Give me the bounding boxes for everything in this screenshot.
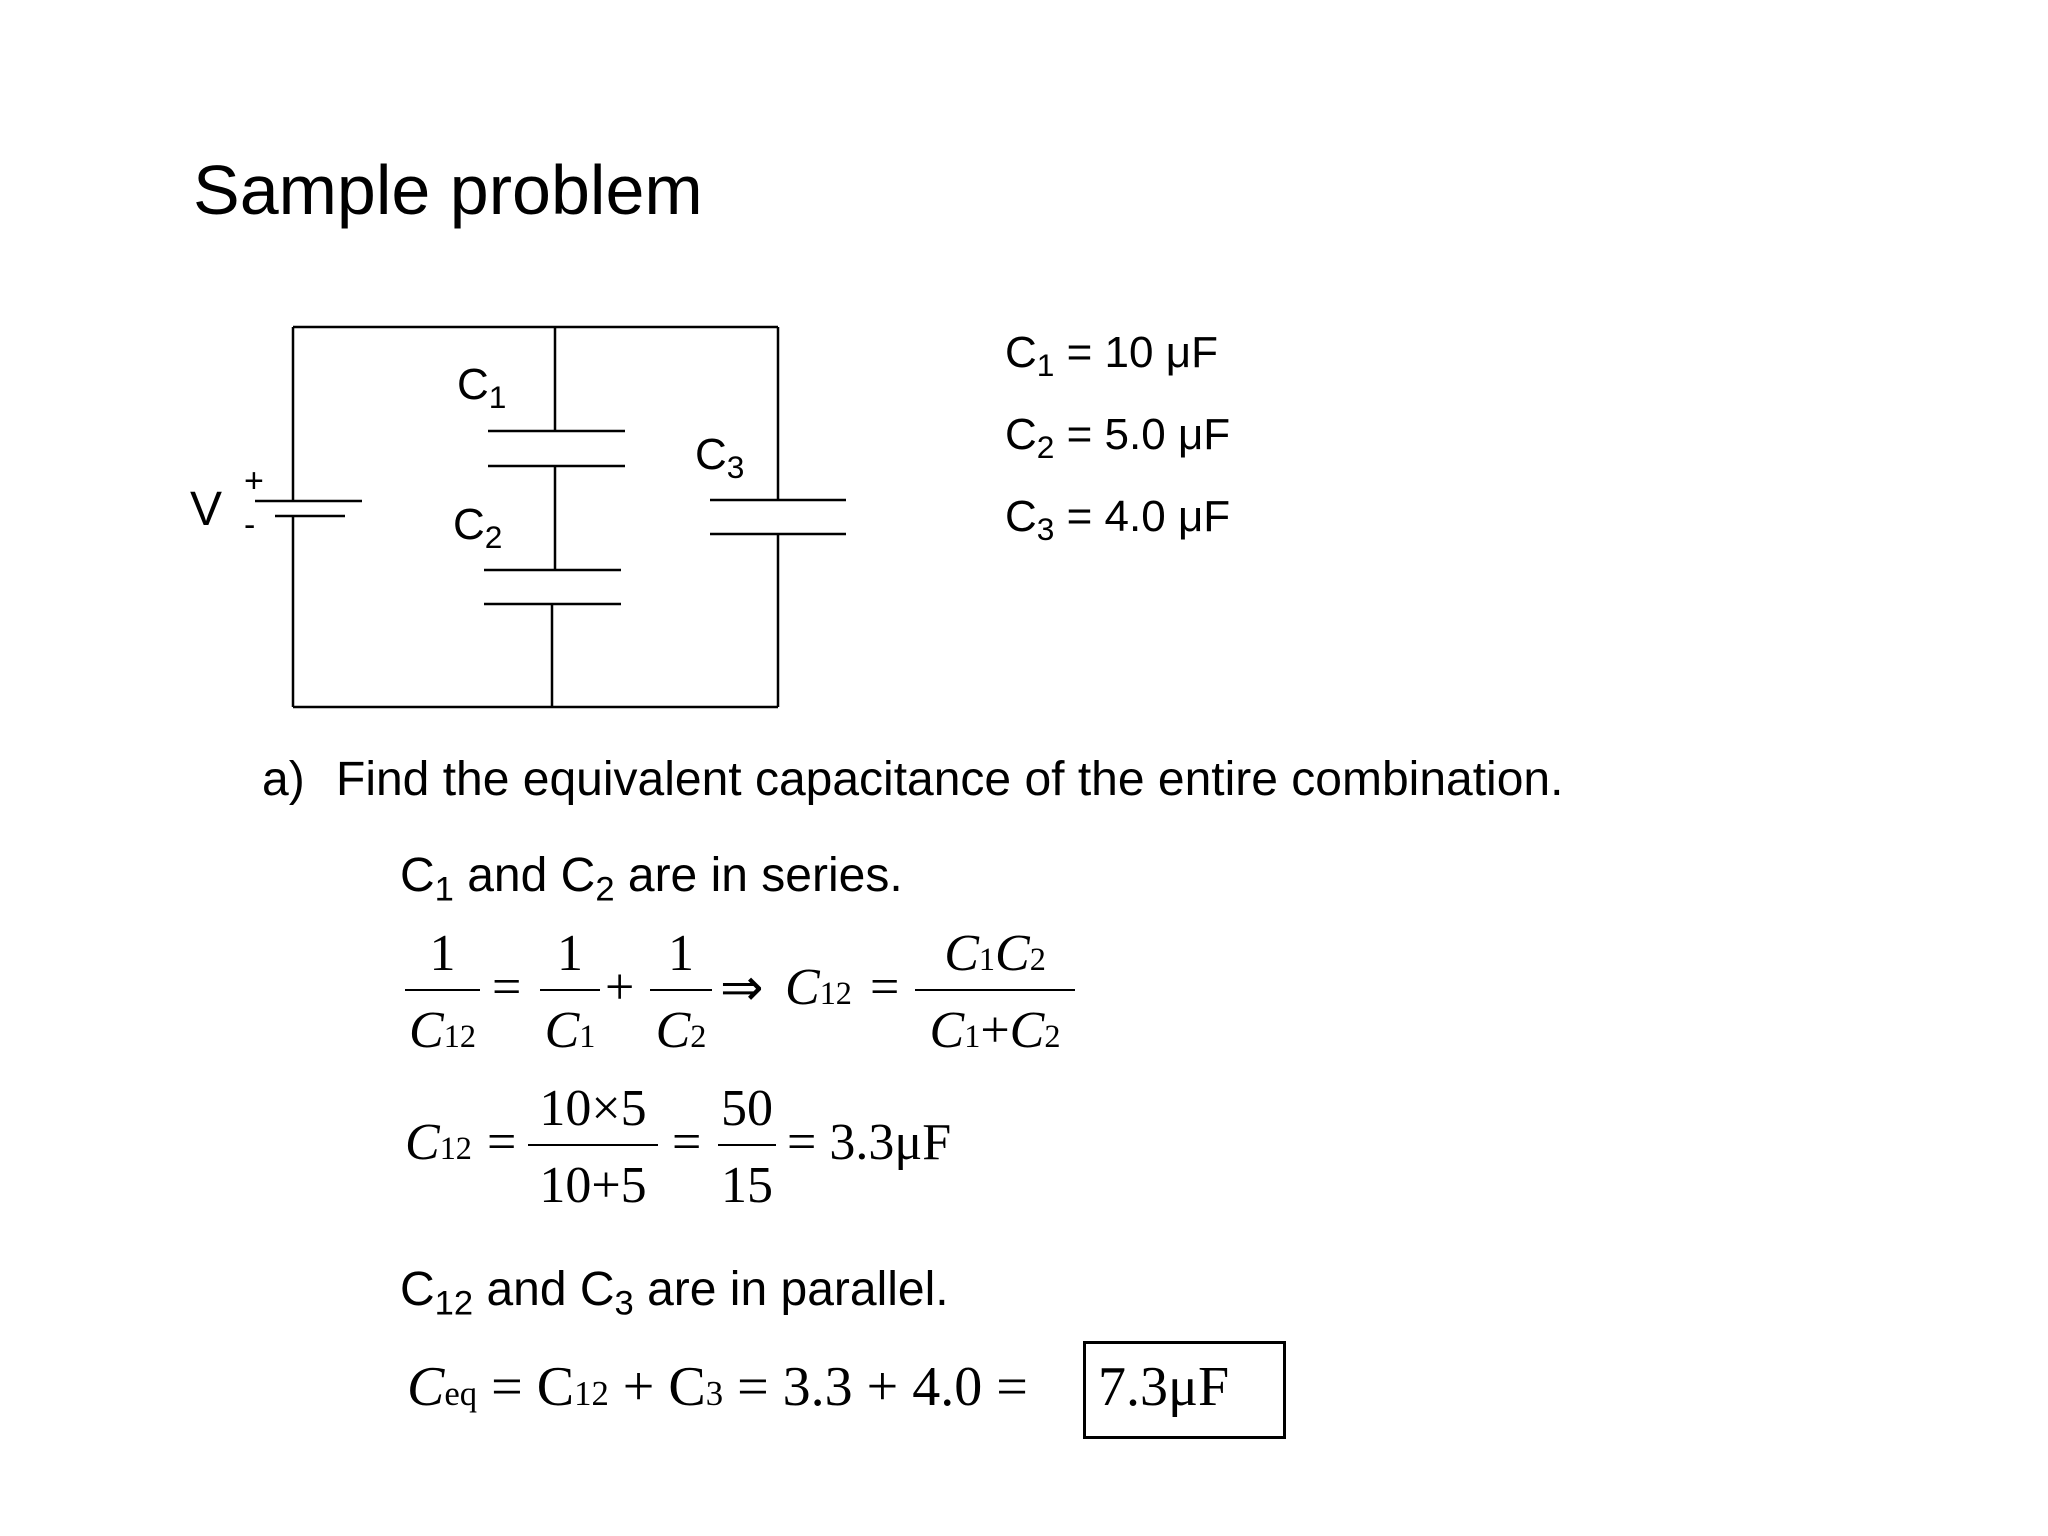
minus-sign: - <box>244 506 256 544</box>
source-label: V <box>190 483 223 536</box>
c12-symbol-calc: C12 <box>405 1114 472 1171</box>
frac-50-over-15: 50 15 <box>718 1083 776 1212</box>
question-letter: a) <box>262 753 305 806</box>
frac-1-over-c2: 1 C2 <box>650 928 712 1057</box>
given-c2: $C_2 = 5.0$ μF <box>1005 410 1231 465</box>
equals-sign-calc: = <box>487 1114 517 1171</box>
c12-result: = 3.3μF <box>787 1114 952 1171</box>
equals-sign: = <box>492 959 522 1016</box>
equals-sign-2: = <box>870 959 900 1016</box>
equals-sign-calc-2: = <box>672 1114 702 1171</box>
given-c1: $C_1 = 10$ μF <box>1005 328 1218 383</box>
final-answer: 7.3μF <box>1098 1356 1230 1418</box>
frac-1-over-c12: 1 C12 <box>405 928 480 1057</box>
given-c3: $C_3 = 4.0$ μF <box>1005 492 1231 547</box>
slide-title: Sample problem <box>193 151 703 229</box>
question-text: Find the equivalent capacitance of the entire combination. <box>336 753 1564 806</box>
frac-1-over-c1: 1 C1 <box>540 928 600 1057</box>
c1-label: $C_1$ <box>457 360 507 415</box>
plus-sign: + <box>244 462 264 500</box>
parallel-statement: $C_{12}$ and $C_3$ are in parallel. <box>400 1263 949 1323</box>
implies-arrow: ⇒ <box>720 960 764 1017</box>
circuit-diagram <box>0 0 2048 760</box>
c12-symbol: C12 <box>785 959 852 1016</box>
c3-label: $C_3$ <box>695 430 745 485</box>
final-equation: Ceq = C12 + C3 = 3.3 + 4.0 = <box>407 1356 1028 1418</box>
frac-product-over-sum: C1C2 C1+C2 <box>915 928 1075 1057</box>
series-statement: $C_1$ and $C_2$ are in series. <box>400 849 903 909</box>
frac-10x5-over-10plus5: 10×5 10+5 <box>528 1083 658 1212</box>
plus-sign-eq: + <box>605 959 635 1016</box>
c2-label: $C_2$ <box>453 500 503 555</box>
